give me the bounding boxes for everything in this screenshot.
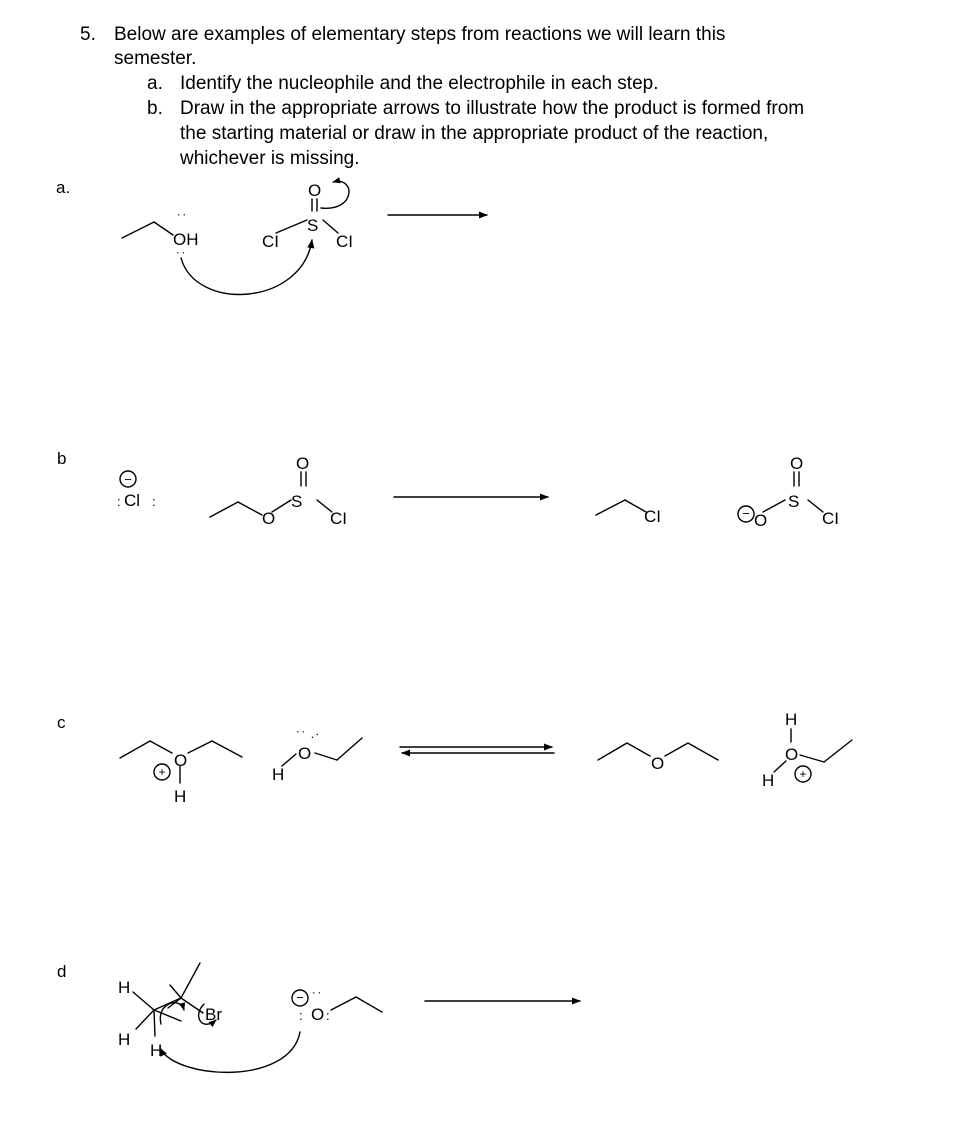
part-b-line-2: the starting material or draw in the appropriate product of the reaction, [180,123,769,144]
atom-chlorine: CI [330,509,347,528]
atom-sulfur: S [307,216,319,235]
bond [181,963,200,998]
lone-pair-dots: : [326,1008,330,1023]
atom-oxygen: O [790,454,804,473]
part-a-letter: a. [147,73,163,94]
curved-arrow [321,181,349,208]
part-b-line-1: Draw in the appropriate arrows to illustrate how the product is formed from [180,98,805,119]
bond [276,220,307,233]
bond [598,743,627,760]
bond [627,743,650,756]
bond [154,1010,181,1021]
atom-oxygen: O [754,511,768,530]
question-line-2: semester. [114,48,197,69]
bond [800,755,824,762]
section-label-c: c [57,713,66,732]
bond [154,222,173,235]
atom-oxygen: O [785,745,799,764]
bond [210,502,238,517]
bond [688,743,718,760]
bond [120,741,150,758]
atom-oxygen: O [262,509,276,528]
minus-sign: − [742,506,750,521]
curved-arrow [160,1032,300,1072]
bond [596,500,625,515]
bond [356,997,382,1012]
atom-chlorine: CI [336,232,353,251]
atom-hydrogen: H [174,787,187,806]
question-line-1: Below are examples of elementary steps from reactions we will learn this [114,24,726,45]
bond [625,500,646,512]
bond [136,1010,154,1029]
atom-oxygen: O [311,1005,325,1024]
bond [212,741,242,757]
atom-bromine: Br [205,1005,222,1024]
bond [150,741,172,753]
plus-sign: + [799,767,807,781]
lone-pair-dots: : [299,1008,303,1023]
atom-hydrogen: H [150,1041,163,1060]
atom-oxygen: O [298,744,312,763]
atom-hydrogen: H [762,771,775,790]
lone-pair-dots: : [308,729,324,741]
section-label-d: d [57,962,67,981]
bond [122,222,154,238]
bond [808,500,823,512]
bond [170,985,181,998]
atom-chlorine: CI [644,507,661,526]
atom-oxygen: O [651,754,665,773]
plus-sign: + [158,765,166,779]
atom-chlorine: CI [822,509,839,528]
bond [154,1010,155,1036]
atom-sulfur: S [291,492,303,511]
bond [824,740,852,762]
lone-pair-dots: : [310,991,325,995]
atom-chlorine: Cl [124,491,141,510]
minus-sign: − [296,990,304,1005]
bond [337,738,362,760]
atom-hydrogen: H [785,710,798,729]
bond [133,992,154,1010]
atom-chlorine: CI [262,232,279,251]
bond [188,741,212,753]
bond [665,743,688,756]
part-a-text: Identify the nucleophile and the electrophile in each step. [180,73,659,94]
bond [331,997,356,1010]
lone-pair-dots: : [152,494,156,509]
atom-hydrogen: H [118,1030,131,1049]
bond [238,502,262,515]
atom-hydroxyl: OH [173,230,199,249]
lone-pair-dots: : [175,213,190,217]
atom-sulfur: S [788,492,800,511]
reaction-c [120,729,852,783]
minus-sign: − [124,472,132,487]
part-b-line-3: whichever is missing. [180,148,360,169]
atom-hydrogen: H [118,978,131,997]
part-b-letter: b. [147,98,163,119]
lone-pair-dots: : [294,730,309,734]
atom-hydrogen: H [272,765,285,784]
atom-oxygen: O [296,454,310,473]
reaction-d [133,963,580,1072]
question-number: 5. [80,24,96,45]
reaction-b [120,471,823,522]
section-label-b: b [57,449,67,468]
lone-pair-dots: : [174,251,189,255]
section-label-a: a. [56,178,71,197]
lone-pair-dots: : [117,494,121,509]
bond [315,753,337,760]
atom-oxygen: O [308,181,322,200]
curved-arrow [181,240,312,294]
atom-oxygen: O [174,751,188,770]
